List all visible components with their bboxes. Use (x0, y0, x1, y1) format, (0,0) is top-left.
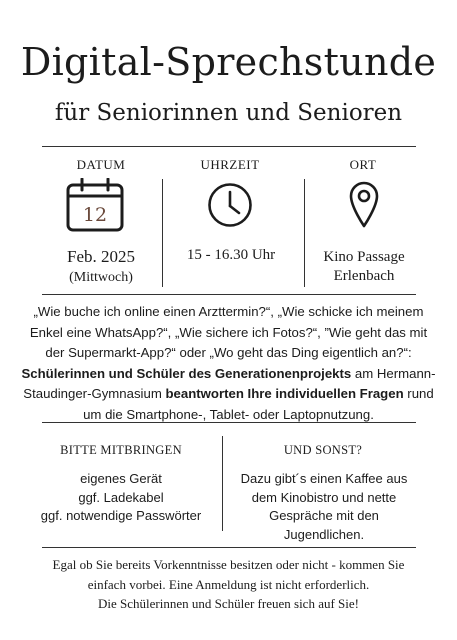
calendar-icon (66, 178, 124, 232)
date-weekday: (Mittwoch) (69, 270, 133, 285)
bring-list (22, 470, 220, 526)
calendar-day: 12 (82, 204, 108, 226)
misc-text: Dazu gibt´s einen Kaffee aus dem Kinobistro und nette Gespräche mit den Jugendlichen. (240, 471, 408, 542)
footer-line: einfach vorbei. Eine Anmeldung ist nicht erforderlich. (87, 576, 370, 592)
divider-top (42, 146, 416, 147)
bring-item: ggf. notwendige Passwörter (40, 508, 202, 523)
bring-heading: BITTE MITBRINGEN (60, 443, 182, 457)
intro-text-3: rund um die Smartphone-, Tablet- oder Laptopnutzung. (83, 386, 434, 422)
intro-text-1: „Wie buche ich online einen Arzttermin?“, „Wie schicke ich meinem Enkel eine WhatsApp?“, „Wie sichere ich Fotos?“, ”Wie geht das mit der Supermarkt-App?“ oder „Wo geht das Ding eigentlich an?“: (29, 304, 428, 361)
footer-line: Die Schülerinnen und Schüler freuen sich auf Sie! (97, 596, 359, 611)
misc-heading: UND SONST? (283, 443, 363, 457)
divider-boxes (222, 436, 223, 531)
intro-bold-2: beantworten Ihre individuellen Fragen (165, 386, 404, 402)
location-pin-icon (348, 180, 380, 228)
divider-col-2 (304, 179, 305, 287)
bring-item: eigenes Gerät (80, 471, 162, 486)
divider-middle (42, 294, 416, 295)
place-heading: ORT (349, 157, 377, 172)
intro-bold-1: Schülerinnen und Schüler des Generationenprojekts (21, 365, 352, 381)
divider-lower (42, 422, 416, 423)
footer-note (20, 555, 437, 614)
place-town: Erlenbach (333, 268, 395, 284)
date-month-year: Feb. 2025 (67, 247, 135, 266)
page-title: Digital-Sprechstunde (20, 40, 437, 84)
bring-item: ggf. Ladekabel (78, 489, 164, 505)
divider-col-1 (162, 179, 163, 287)
date-heading: DATUM (76, 157, 126, 172)
place-name: Kino Passage (323, 249, 405, 265)
footer-line: Egal ob Sie bereits Vorkenntnisse besitzen oder nicht - kommen Sie (52, 557, 405, 572)
intro-paragraph (20, 302, 437, 426)
page-subtitle: für Seniorinnen und Senioren (54, 100, 403, 126)
intro-text-2: am Hermann-Staudinger-Gymnasium (23, 365, 436, 402)
clock-icon (207, 182, 253, 228)
time-value: 15 - 16.30 Uhr (186, 247, 276, 263)
divider-bottom (42, 547, 416, 548)
time-heading: UHRZEIT (200, 157, 260, 172)
